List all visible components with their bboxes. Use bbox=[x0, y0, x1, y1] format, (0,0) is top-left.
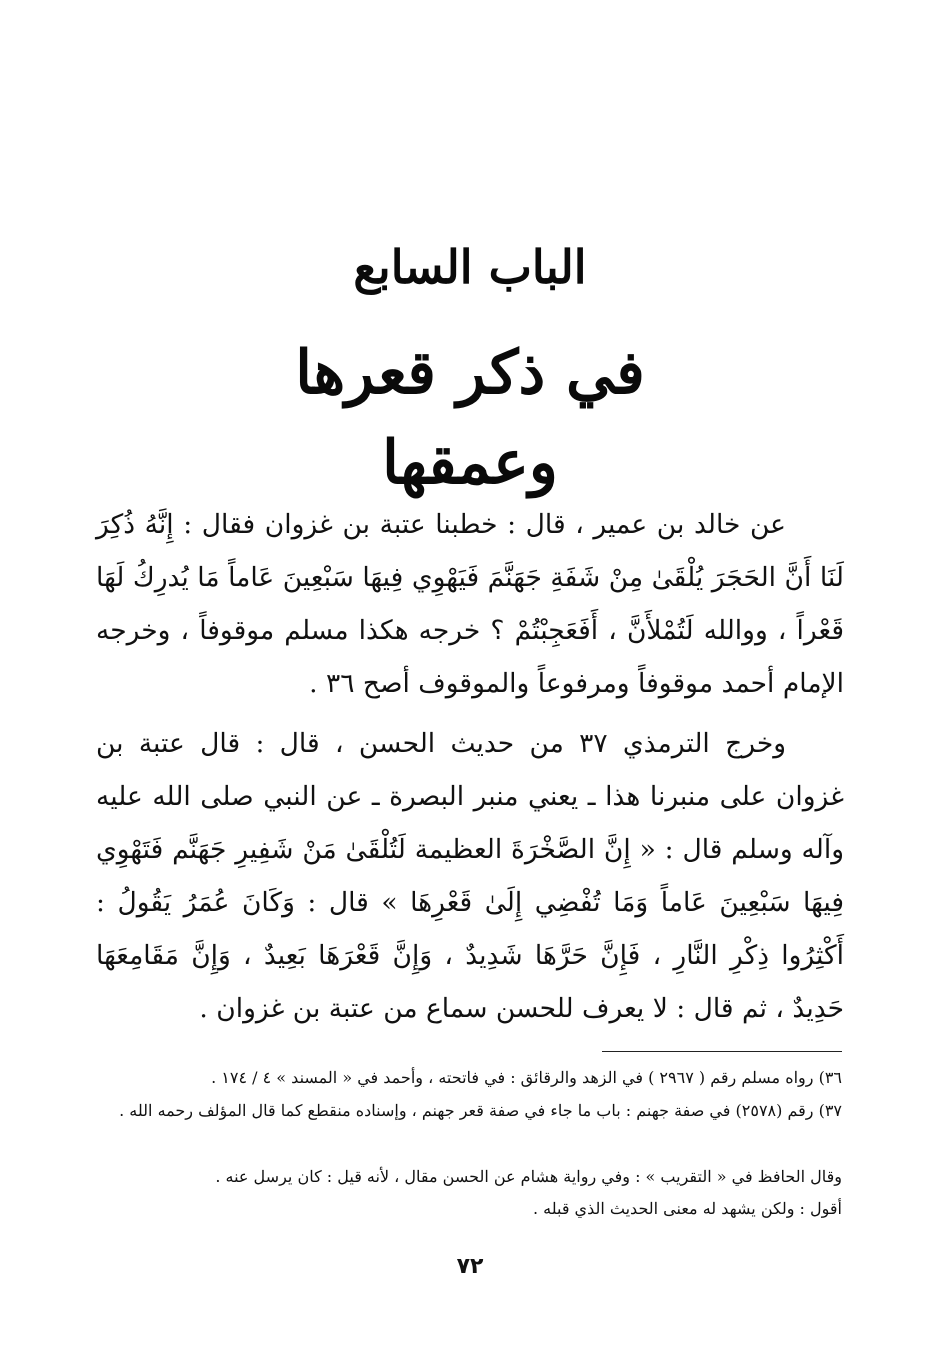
footnote-author-note: أقول : ولكن يشهد له معنى الحديث الذي قبله . bbox=[532, 1199, 842, 1218]
body-paragraph-2: وخرج الترمذي ٣٧ من حديث الحسن ، قال : قال عتبة بن غزوان على منبرنا هذا ـ يعني منبر البصرة ـ عن النبي صلى الله عليه وآله وسلم قال : « إِنَّ الصَّخْرَةَ العظيمة لَتُلْقَىٰ مَنْ شَفِيرِ جَهَنَّم فَتَهْوِي فِيهَا سَبْعِينَ عَاماً وَمَا تُفْضِي إِلَىٰ قَعْرِهَا » قال : وَكَانَ عُمَرُ يَقُولُ : أَكْثِرُوا ذِكْرِ النَّارِ ، فَإِنَّ حَرَّهَا شَدِيدٌ ، وَإِنَّ قَعْرَهَا بَعِيدٌ ، وَإِنَّ مَقَامِعَهَا حَدِيدٌ ، ثم قال : لا يعرف للحسن سماع من عتبة بن غزوان . bbox=[96, 728, 844, 1024]
footnote-hafiz-note: وقال الحافظ في « التقريب » : وفي رواية هشام عن الحسن مقال ، لأنه قيل : كان يرسل عنه . bbox=[215, 1167, 842, 1186]
footnote-separator bbox=[602, 1051, 842, 1052]
chapter-topic-heading: في ذكر قعرها وعمقها bbox=[295, 338, 645, 498]
footnote-37: ٣٧) رقم (٢٥٧٨) في صفة جهنم : باب ما جاء في صفة قعر جهنم ، وإسناده منقطع كما قال المؤلف رحمه الله . bbox=[119, 1101, 842, 1120]
chapter-heading: الباب السابع bbox=[353, 240, 587, 294]
page-number: ٧٢ bbox=[456, 1254, 484, 1279]
body-paragraph-1: عن خالد بن عمير ، قال : خطبنا عتبة بن غزوان فقال : إِنَّهُ ذُكِرَ لَنَا أَنَّ الحَجَرَ يُلْقَىٰ مِنْ شَفَةِ جَهَنَّمَ فَيَهْوِي فِيهَا سَبْعِينَ عَاماً مَا يُدرِكُ لَهَا قَعْراً ، ووالله لَتُمْلأَنَّ ، أَفَعَجِبْتُمْ ؟ خرجه هكذا مسلم موقوفاً ، وخرجه الإمام أحمد موقوفاً ومرفوعاً والموقوف أصح ٣٦ . bbox=[96, 509, 844, 699]
footnote-36: ٣٦) رواه مسلم رقم ( ٢٩٦٧ ) في الزهد والرقائق : في فاتحته ، وأحمد في « المسند » ٤ / ١٧٤ . bbox=[211, 1068, 842, 1087]
